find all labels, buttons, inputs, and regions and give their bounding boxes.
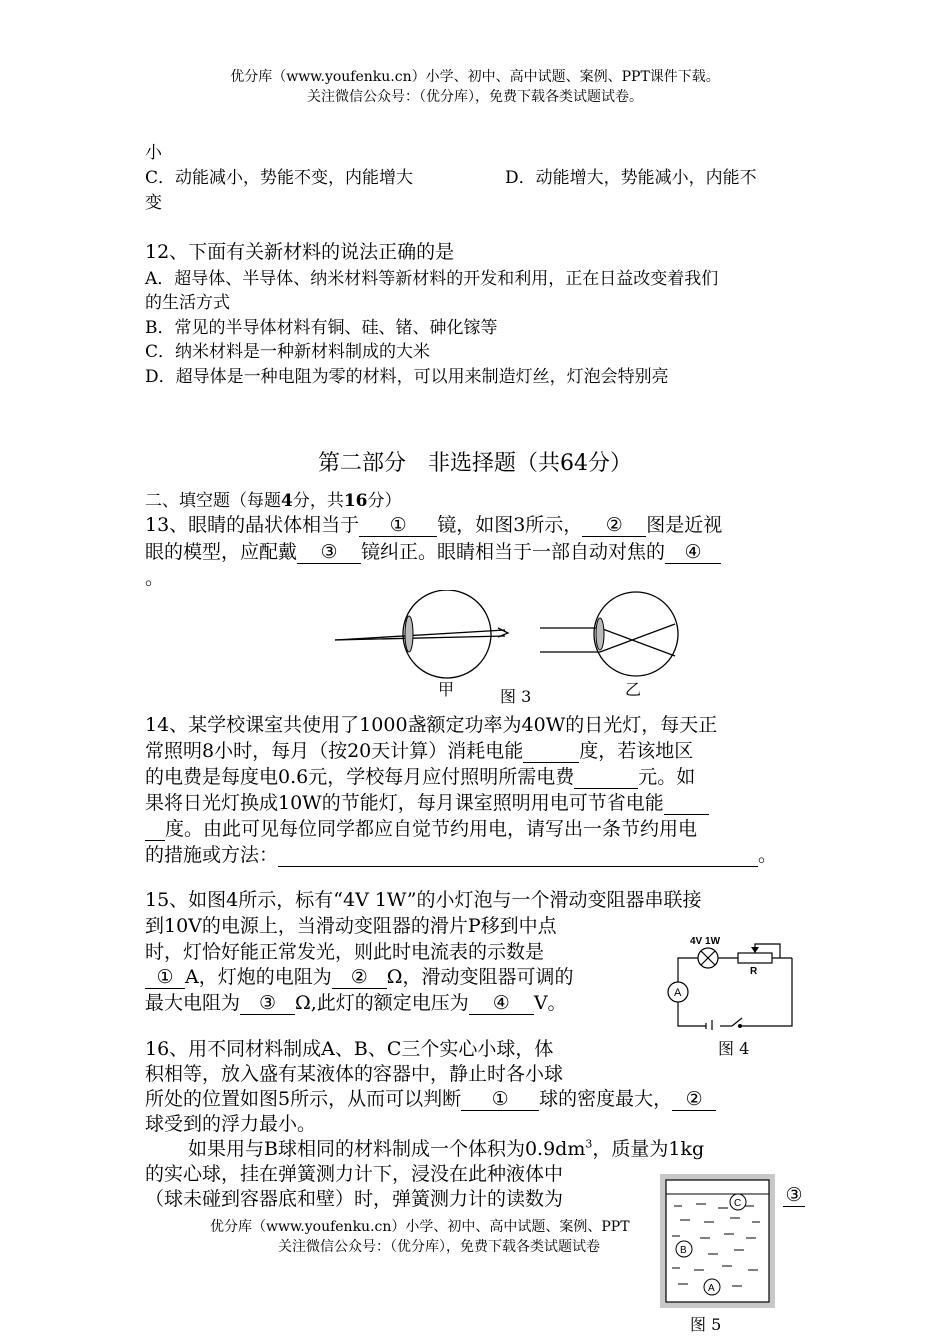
q11-option-c: C．动能减小，势能不变，内能增大 [145,168,414,188]
q15-text-5: V。 [533,992,567,1014]
footer-line-2: 关注微信公众号：（优分库），免费下载各类试题试卷 [278,1239,600,1255]
right-ray-out-1 [600,628,675,656]
q16-line-6: 的实心球，挂在弹簧测力计下，浸没在此种液体中 [145,1163,564,1185]
section-heading [145,486,402,511]
figure-4-caption: 图 4 [718,1039,750,1058]
q16-blank-3-text: ③ [783,1184,805,1207]
q13-text-4: 眼的模型，应配戴 [145,541,298,563]
q14-line-2 [145,736,693,763]
q16-line-7: （球未碰到容器底和壁）时，弹簧测力计的读数为 [145,1188,564,1210]
q14-line-4 [145,788,709,815]
q16-blank-3[interactable] [783,1184,805,1207]
q15-blank-3[interactable]: ③ [240,992,295,1015]
q11-line-0: 小 [145,143,162,163]
q15-line-3: 时，灯恰好能正常发光，则此时电流表的示数是 [145,941,545,963]
section-heading-a: 二、填空题（每题 [145,491,281,511]
ammeter-label: A [674,987,682,999]
q14-line-3 [145,762,695,789]
ball-c-label: C [734,1198,742,1209]
q15-line-2: 到10V的电源上，当滑动变阻器的滑片P移到中点 [145,915,557,937]
q16-line-4: 球受到的浮力最小。 [145,1113,317,1135]
q13-blank-4[interactable]: ④ [665,541,721,564]
q15-text-3: 最大电阻为 [145,992,241,1014]
q14-blank-2[interactable] [574,768,638,789]
q14-blank-4[interactable] [278,846,758,867]
q14-line-5 [145,814,697,841]
footer-line-1: 优分库（www.youfenku.cn）小学、初中、高中试题、案例、PPT [210,1219,630,1235]
q16-text-4: ，质量为1kg [592,1138,705,1160]
q15-line-5 [145,988,567,1015]
q13-text-1: 13、眼睛的晶状体相当于 [145,514,360,536]
q16-blank-1[interactable]: ① [461,1088,539,1111]
q13-blank-1[interactable]: ① [359,514,437,537]
q12-option-a-2: 的生活方式 [145,293,230,313]
figure-5-caption: 图 5 [690,1315,722,1334]
q14-line-6 [145,840,777,867]
part2-title: 第二部分 非选择题（共64分） [318,451,632,476]
q14-text-7: 的措施或方法： [145,844,279,866]
q12-option-c: C．纳米材料是一种新材料制成的大米 [145,342,431,362]
q14-text-8: 。 [758,844,778,866]
q14-text-3: 的电费是每度电0.6元，学校每月应付照明所需电费 [145,766,575,788]
q16-sup: 3 [585,1137,593,1151]
q13-blank-3[interactable]: ③ [297,541,361,564]
q15-line-4 [145,962,574,989]
q15-text-1: A，灯炮的电阻为 [185,966,332,988]
q16-text-3: 如果用与B球相同的材料制成一个体积为0.9dm [188,1138,586,1160]
q16-line-1: 16、用不同材料制成A、B、C三个实心小球，体 [145,1038,554,1060]
q16-line-5 [188,1134,704,1161]
rheostat-label: R [750,966,758,977]
q14-blank-3b[interactable] [145,820,165,841]
ball-b-label: B [680,1245,687,1256]
q11-line-end: 变 [145,193,162,213]
figure-3-eye-diagram [330,590,685,680]
q12-option-d: D．超导体是一种电阻为零的材料，可以用来制造灯丝，灯泡会特别亮 [145,367,669,387]
q13-blank-2[interactable]: ② [582,514,646,537]
figure-3-label-left: 甲 [438,680,455,699]
right-ray-out-2 [600,624,675,652]
q14-text-1: 常照明8小时，每月（按20天计算）消耗电能 [145,740,524,762]
q13-line-1 [145,510,722,537]
lamp-label: 4V 1W [690,936,721,947]
q16-line-3 [145,1084,716,1111]
q14-text-5: 果将日光灯换成10W的节能灯，每月课室照明用电可节省电能 [145,792,664,814]
figure-3-caption: 图 3 [500,687,532,706]
figure-3-label-right: 乙 [625,680,642,699]
section-heading-b: 4 [281,491,293,511]
switch-contact [738,1024,742,1028]
q15-text-2: Ω，滑动变阻器可调的 [386,966,574,988]
q16-text-2: 球的密度最大， [539,1088,673,1110]
q12-option-a-1: A．超导体、半导体、纳米材料等新材料的开发和利用，正在日益改变着我们 [145,269,719,289]
wire-left-bottom [678,1002,706,1026]
q15-blank-2[interactable]: ② [332,966,387,989]
q13-text-2: 镜，如图3所示， [437,514,583,536]
q16-line-2: 积相等，放入盛有某液体的容器中，静止时各小球 [145,1063,564,1085]
wire-left-top [678,958,698,982]
slider-arrow [751,947,759,953]
q14-text-2: 度，若该地区 [579,740,694,762]
header-line-2: 关注微信公众号：（优分库），免费下载各类试题试卷。 [307,89,643,105]
q12-option-b: B．常见的半导体材料有铜、硅、锗、砷化镓等 [145,318,498,338]
q12-stem: 12、下面有关新材料的说法正确的是 [145,241,455,263]
q13-text-3: 图是近视 [646,514,723,536]
right-lens [596,618,604,650]
left-lens [405,616,413,652]
slider-wire [755,944,780,958]
section-heading-d: 16 [343,491,368,511]
figure-4-circuit [660,930,800,1030]
q15-line-1: 15、如图4所示，标有“4V 1W”的小灯泡与一个滑动变阻器串联接 [145,889,702,911]
right-eyeball [594,592,678,676]
q14-text-4: 元。如 [638,766,696,788]
q16-blank-2[interactable]: ② [672,1088,716,1111]
q15-blank-1[interactable]: ① [145,966,185,989]
q13-line-3: 。 [145,567,165,589]
ball-a-label: A [708,1283,715,1294]
figure-5-container [660,1174,775,1308]
rheostat [738,953,772,963]
q11-option-d: D．动能增大，势能减小，内能不 [505,168,757,188]
q14-blank-1[interactable] [523,742,579,763]
q14-blank-3a[interactable] [664,794,709,815]
q14-text-6: 度。由此可见每位同学都应自觉节约用电，请写出一条节约用电 [165,818,698,840]
q13-text-5: 镜纠正。眼睛相当于一部自动对焦的 [361,541,666,563]
section-heading-e: 分） [367,491,402,511]
q15-text-4: Ω,此灯的额定电压为 [295,992,469,1014]
q16-text-1: 所处的位置如图5所示，从而可以判断 [145,1088,462,1110]
q14-line-1: 14、某学校课室共使用了1000盏额定功率为40W的日光灯，每天正 [145,714,718,736]
q15-blank-4[interactable]: ④ [469,992,534,1015]
wire-right-bottom [740,958,792,1026]
q13-line-2 [145,537,721,564]
section-heading-c: 分，共 [292,491,344,511]
header-line-1: 优分库（www.youfenku.cn）小学、初中、高中试题、案例、PPT课件下载。 [230,69,720,85]
